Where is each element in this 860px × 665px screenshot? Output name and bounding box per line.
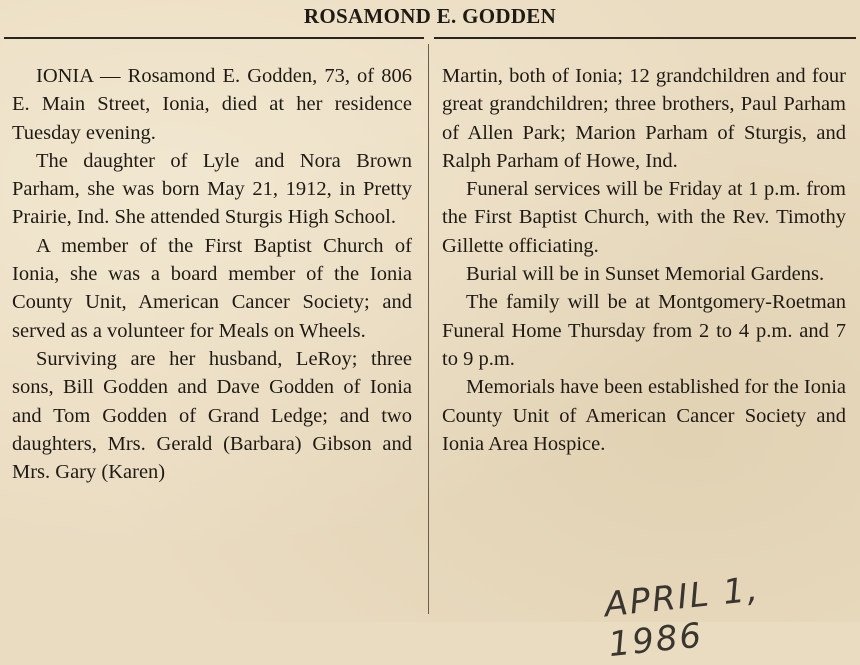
paragraph: The daughter of Lyle and Nora Brown Parham, she was born May 21, 1912, in Pretty Prairie, Ind. She attended Sturgis High School. [12, 149, 412, 229]
title-rule-right [434, 37, 856, 39]
paragraph: Martin, both of Ionia; 12 grandchildren and four great grandchildren; three brothers, Paul Parham of Allen Park; Marion Parham of Sturgis, and Ralph Parham of Howe, Ind. [442, 65, 846, 172]
obituary-title: ROSAMOND E. GODDEN [303, 4, 557, 28]
paragraph: The family will be at Montgomery-Roetman Funeral Home Thursday from 2 to 4 p.m. and 7 to 9 p.m. [442, 291, 846, 370]
paragraph: IONIA — Rosamond E. Godden, 73, of 806 E. Main Street, Ionia, died at her residence Tuesday evening. [12, 65, 412, 144]
paragraph: Burial will be in Sunset Memorial Gardens. [466, 263, 825, 286]
paragraph: Memorials have been established for the Ionia County Unit of American Cancer Society and Ionia Area Hospice. [442, 376, 846, 455]
paragraph: Surviving are her husband, LeRoy; three sons, Bill Godden and Dave Godden of Ionia and Tom Godden of Grand Ledge; and two daughters, Mrs. Gerald (Barbara) Gibson and Mrs. Gary (Karen) [12, 347, 412, 484]
left-column [12, 62, 412, 486]
paragraph: A member of the First Baptist Church of Ionia, she was a board member of the Ionia County Unit, American Cancer Society; and served as a volunteer for Meals on Wheels. [12, 234, 412, 342]
paragraph: Funeral services will be Friday at 1 p.m. from the First Baptist Church, with the Rev. Timothy Gillette officiating. [442, 178, 846, 257]
column-divider [428, 44, 429, 614]
right-column [442, 62, 846, 458]
title-rule-left [4, 37, 424, 39]
handwritten-date: APRIL 1, 1986 [602, 569, 762, 665]
